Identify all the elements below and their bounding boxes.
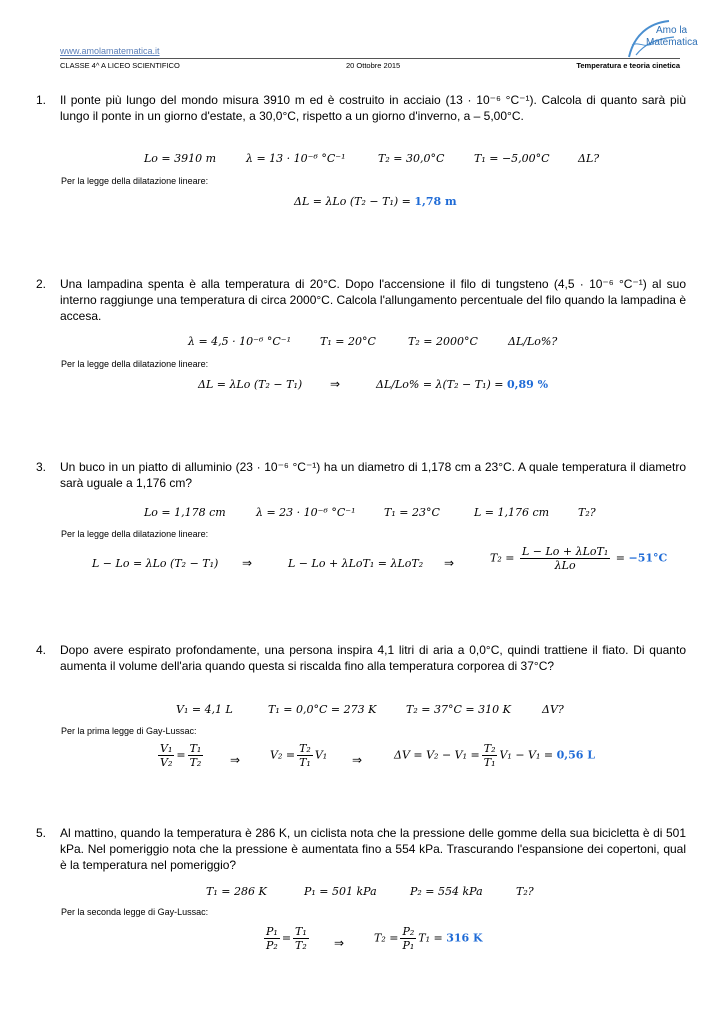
implies-arrow: ⇒ bbox=[444, 556, 455, 570]
given: ΔV? bbox=[542, 703, 564, 716]
problem-number: 5. bbox=[36, 826, 47, 840]
fraction: $\frac{\text{T₂}}{\text{T₁}}$ bbox=[299, 742, 311, 769]
formula: ΔL = λLo (T₂ − T₁) bbox=[198, 378, 303, 391]
site-link[interactable]: www.amolamatematica.it bbox=[60, 46, 160, 56]
problem-1-statement bbox=[36, 92, 686, 126]
given: L = 1,176 cm bbox=[474, 506, 550, 519]
implies-arrow: ⇒ bbox=[230, 753, 241, 767]
given: T₁ = 20°C bbox=[320, 335, 376, 348]
amolamatematica-logo bbox=[614, 15, 714, 60]
given: λ = 4,5 · 10⁻⁶ °C⁻¹ bbox=[188, 335, 292, 348]
given: T₁ = 0,0°C = 273 K bbox=[268, 703, 377, 716]
implies-arrow: ⇒ bbox=[334, 936, 345, 950]
topic-label: Temperatura e teoria cinetica bbox=[576, 61, 680, 70]
law-note: Per la seconda legge di Gay-Lussac: bbox=[61, 907, 209, 917]
formula: $\frac{\text{V₁}}{\text{V₂}}$ = $\frac{\text{T₁}}{\text{T₂}}$ bbox=[160, 742, 202, 769]
implies-arrow: ⇒ bbox=[330, 377, 341, 391]
law-note: Per la prima legge di Gay-Lussac: bbox=[61, 726, 197, 736]
answer: 1,78 m bbox=[414, 195, 457, 208]
problem-text: Una lampadina spenta è alla temperatura di 20°C. Dopo l'accensione il filo di tungsteno (4,5 · 10⁻⁶ °C⁻¹) al suo interno raggiunge una temperatura di circa 2000°C. Calcola l'allungamento percentuale del filo quando la lampadina è accesa. bbox=[60, 277, 686, 323]
problem-3-statement bbox=[36, 459, 686, 493]
fraction: $\frac{\text{L − Lo + λLoT₁}}{\text{λLo}}$ bbox=[521, 545, 609, 572]
formula: L − Lo = λLo (T₂ − T₁) bbox=[92, 557, 219, 570]
fraction: $\frac{\text{P₂}}{\text{P₁}}$ bbox=[402, 925, 415, 952]
answer: 316 K bbox=[446, 931, 483, 945]
fraction: $\frac{\text{T₁}}{\text{T₂}}$ bbox=[295, 925, 307, 952]
formula: ΔL/Lo% = λ(T₂ − T₁) = 0,89 % bbox=[376, 378, 549, 391]
formula: T₂ = $\frac{\text{L − Lo + λLoT₁}}{\text{λLo}}$ = −51°C bbox=[490, 545, 668, 572]
problem-text: Il ponte più lungo del mondo misura 3910 m ed è costruito in acciaio (13 · 10⁻⁶ °C⁻¹). Calcola di quanto sarà più lungo il ponte in un giorno d'estate, a 30,0°C, rispetto a un giorno d'inverno, a – 5,00°C. bbox=[60, 93, 686, 123]
fraction: $\frac{\text{T₂}}{\text{T₁}}$ bbox=[483, 742, 496, 769]
law-note: Per la legge della dilatazione lineare: bbox=[61, 359, 209, 369]
formula: L − Lo + λLoT₁ = λLoT₂ bbox=[288, 557, 424, 570]
given: λ = 13 · 10⁻⁶ °C⁻¹ bbox=[246, 152, 346, 165]
problem-5-statement bbox=[36, 825, 686, 875]
given: T₂ = 30,0°C bbox=[378, 152, 445, 165]
given: Lo = 1,178 cm bbox=[144, 506, 226, 519]
law-note: Per la legge della dilatazione lineare: bbox=[61, 529, 209, 539]
fraction: $\frac{\text{T₁}}{\text{T₂}}$ bbox=[189, 742, 202, 769]
problem-4-statement bbox=[36, 642, 686, 676]
answer: 0,89 % bbox=[507, 378, 549, 391]
implies-arrow: ⇒ bbox=[242, 556, 253, 570]
given: ΔL/Lo%? bbox=[508, 335, 558, 348]
given: P₁ = 501 kPa bbox=[304, 885, 377, 898]
given: T₁ = 286 K bbox=[206, 885, 267, 898]
given: V₁ = 4,1 L bbox=[176, 703, 233, 716]
problem-number: 4. bbox=[36, 643, 47, 657]
problem-number: 3. bbox=[36, 460, 47, 474]
formula: ΔL = λLo (T₂ − T₁) = 1,78 m bbox=[294, 195, 457, 208]
svg-text:Amo la: Amo la bbox=[656, 25, 688, 36]
formula: V₂ = $\frac{\text{T₂}}{\text{T₁}}$ V₁ bbox=[270, 742, 328, 769]
problem-number: 2. bbox=[36, 277, 47, 291]
law-note: Per la legge della dilatazione lineare: bbox=[61, 176, 209, 186]
problem-text: Dopo avere espirato profondamente, una persona inspira 4,1 litri di aria a 0,0°C, quindi trattiene il fiato. Di quanto aumenta il volume dell'aria quando questa si riscalda fino alla temperatura corporea di 37°C? bbox=[60, 643, 686, 673]
given: T₂ = 2000°C bbox=[408, 335, 478, 348]
implies-arrow: ⇒ bbox=[352, 753, 363, 767]
given: T₁ = −5,00°C bbox=[474, 152, 550, 165]
formula: $\frac{\text{P₁}}{\text{P₂}}$ = $\frac{\text{T₁}}{\text{T₂}}$ bbox=[266, 925, 307, 952]
problem-number: 1. bbox=[36, 93, 47, 107]
given: T₂ = 37°C = 310 K bbox=[406, 703, 511, 716]
svg-text:Matematica: Matematica bbox=[646, 37, 698, 48]
fraction: $\frac{\text{P₁}}{\text{P₂}}$ bbox=[266, 925, 278, 952]
given: P₂ = 554 kPa bbox=[410, 885, 483, 898]
class-label: CLASSE 4^ A LICEO SCIENTIFICO bbox=[60, 61, 180, 70]
problem-text: Al mattino, quando la temperatura è 286 K, un ciclista nota che la pressione delle gomme della sua bicicletta è di 501 kPa. Nel pomeriggio nota che la pressione è aumentata fino a 554 kPa. Trascurando l'espansione dei copertoni, qual è la temperatura nel pomeriggio? bbox=[60, 826, 686, 872]
problem-text: Un buco in un piatto di alluminio (23 · 10⁻⁶ °C⁻¹) ha un diametro di 1,178 cm a 23°C. A quale temperatura il diametro sarà uguale a 1,176 cm? bbox=[60, 460, 686, 490]
header-divider bbox=[60, 58, 680, 59]
given: ΔL? bbox=[578, 152, 600, 165]
answer: 0,56 L bbox=[556, 748, 595, 762]
given: T₂? bbox=[578, 506, 596, 519]
fraction: $\frac{\text{V₁}}{\text{V₂}}$ bbox=[160, 742, 173, 769]
formula: ΔV = V₂ − V₁ = $\frac{\text{T₂}}{\text{T₁}}$ V₁ − V₁ = 0,56 L bbox=[394, 742, 595, 769]
given: λ = 23 · 10⁻⁶ °C⁻¹ bbox=[256, 506, 356, 519]
problem-2-statement bbox=[36, 276, 686, 323]
answer: −51°C bbox=[628, 551, 668, 565]
given: Lo = 3910 m bbox=[144, 152, 217, 165]
formula: T₂ = $\frac{\text{P₂}}{\text{P₁}}$ T₁ = 316 K bbox=[374, 925, 483, 952]
given: T₂? bbox=[516, 885, 534, 898]
given: T₁ = 23°C bbox=[384, 506, 440, 519]
date-label: 20 Ottobre 2015 bbox=[346, 61, 401, 70]
